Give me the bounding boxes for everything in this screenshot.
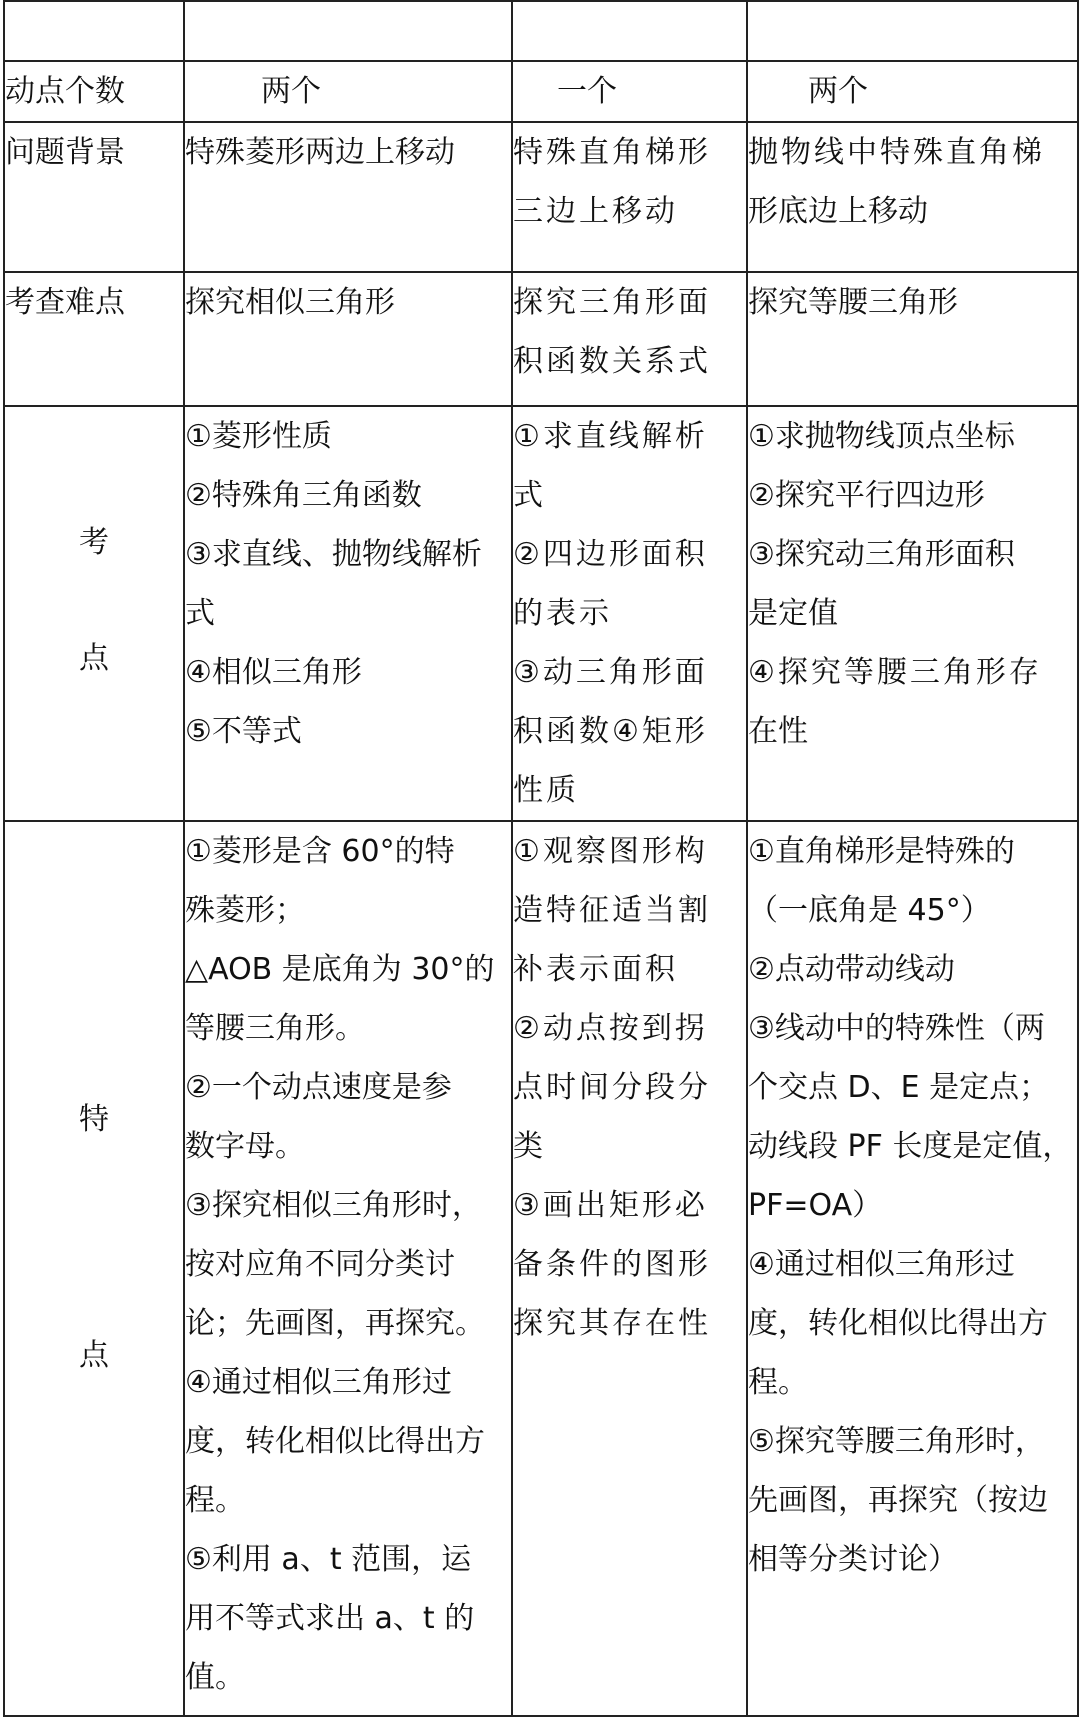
text-line: 类 xyxy=(513,1129,546,1164)
label-char-top: 特 xyxy=(79,1102,109,1137)
header-cell-1 xyxy=(184,1,512,61)
text-line: 论；先画图，再探究。 xyxy=(185,1306,485,1341)
text-line: 形底边上移动 xyxy=(748,194,928,229)
text-line: 用不等式求出 a、t 的 xyxy=(185,1601,475,1636)
text-line: 补表示面积 xyxy=(513,952,678,987)
text-line: 殊菱形； xyxy=(185,893,305,928)
text-line: 式 xyxy=(513,478,546,513)
text-line: ③画出矩形必 xyxy=(513,1188,708,1223)
text-line: 积函数④矩形 xyxy=(513,714,708,749)
text-line: 度，转化相似比得出方 xyxy=(185,1424,485,1459)
text-line: 造特征适当割 xyxy=(513,893,711,928)
count-cell-1 xyxy=(184,61,512,122)
text-line: ②探究平行四边形 xyxy=(748,478,985,513)
text-line: 抛物线中特殊直角梯 xyxy=(748,135,1045,170)
text-line: 度，转化相似比得出方 xyxy=(748,1306,1048,1341)
text-line: 点时间分段分 xyxy=(513,1070,711,1105)
row-features xyxy=(4,821,1078,1716)
text-line: 按对应角不同分类讨 xyxy=(185,1247,455,1282)
text-line: 先画图，再探究（按边 xyxy=(748,1483,1048,1518)
text-line: ①直角梯形是特殊的 xyxy=(748,834,1015,869)
row-label-background xyxy=(4,122,184,272)
row-moving-points-count xyxy=(4,61,1078,122)
text-line: 特殊菱形两边上移动 xyxy=(185,135,455,170)
background-cell-3 xyxy=(747,122,1078,272)
text-line: ①求直线解析 xyxy=(513,419,708,454)
text-line: 在性 xyxy=(748,714,808,749)
row-key-difficulty xyxy=(4,272,1078,406)
count-value-3: 两个 xyxy=(808,74,868,109)
text-line: ②四边形面积 xyxy=(513,537,708,572)
text-line: ①观察图形构 xyxy=(513,834,708,869)
features-cell-2 xyxy=(512,821,747,1716)
text-line: 探究其存在性 xyxy=(513,1306,711,1341)
background-cell-1 xyxy=(184,122,512,272)
text-line: ①菱形是含 60°的特 xyxy=(185,834,455,869)
text-line: ⑤利用 a、t 范围，运 xyxy=(185,1542,472,1577)
features-cell-1 xyxy=(184,821,512,1716)
text-line: ③探究动三角形面积 xyxy=(748,537,1015,572)
text-line: 探究三角形面 xyxy=(513,285,711,320)
text-line: ⑤探究等腰三角形时， xyxy=(748,1424,1045,1459)
difficulty-cell-1 xyxy=(184,272,512,406)
text-line: 个交点 D、E 是定点； xyxy=(748,1070,1050,1105)
count-cell-3 xyxy=(747,61,1078,122)
points-cell-2 xyxy=(512,406,747,821)
text-line: ③动三角形面 xyxy=(513,655,708,690)
label-text: 问题背景 xyxy=(5,135,125,170)
label-char-bottom: 点 xyxy=(79,1338,109,1373)
text-line: 性质 xyxy=(513,773,579,808)
points-cell-3 xyxy=(747,406,1078,821)
label-text: 动点个数 xyxy=(5,74,125,109)
row-label-points xyxy=(4,406,184,821)
text-line: 值。 xyxy=(185,1660,245,1695)
text-line: ②点动带动线动 xyxy=(748,952,955,987)
text-line: 相等分类讨论） xyxy=(748,1542,958,1577)
label-char-top: 考 xyxy=(79,525,109,560)
difficulty-cell-2 xyxy=(512,272,747,406)
text-line: ⑤不等式 xyxy=(185,714,302,749)
row-exam-points xyxy=(4,406,1078,821)
text-line: ③探究相似三角形时， xyxy=(185,1188,482,1223)
points-cell-1 xyxy=(184,406,512,821)
text-line: 探究相似三角形 xyxy=(185,285,395,320)
text-line: 积函数关系式 xyxy=(513,344,711,379)
features-cell-3 xyxy=(747,821,1078,1716)
text-line: ④通过相似三角形过 xyxy=(748,1247,1015,1282)
text-line: ②一个动点速度是参 xyxy=(185,1070,452,1105)
count-cell-2 xyxy=(512,61,747,122)
label-text: 考查难点 xyxy=(5,285,125,320)
row-problem-background xyxy=(4,122,1078,272)
text-line: ②动点按到拐 xyxy=(513,1011,708,1046)
label-char-bottom: 点 xyxy=(79,641,109,676)
comparison-table xyxy=(3,0,1079,1717)
header-cell-0 xyxy=(4,1,184,61)
text-line: 三边上移动 xyxy=(513,194,678,229)
row-label-count xyxy=(4,61,184,122)
background-cell-2 xyxy=(512,122,747,272)
text-line: 数字母。 xyxy=(185,1129,305,1164)
text-line: 特殊直角梯形 xyxy=(513,135,711,170)
text-line: ④相似三角形 xyxy=(185,655,362,690)
text-line: 是定值 xyxy=(748,596,838,631)
text-line: ③线动中的特殊性（两 xyxy=(748,1011,1045,1046)
text-line: ③求直线、抛物线解析 xyxy=(185,537,482,572)
header-cell-2 xyxy=(512,1,747,61)
text-line: △AOB 是底角为 30°的 xyxy=(185,952,495,987)
text-line: ①菱形性质 xyxy=(185,419,332,454)
row-label-difficulty xyxy=(4,272,184,406)
text-line: 式 xyxy=(185,596,215,631)
text-line: ①求抛物线顶点坐标 xyxy=(748,419,1015,454)
text-line: 的表示 xyxy=(513,596,612,631)
difficulty-cell-3 xyxy=(747,272,1078,406)
text-line: 探究等腰三角形 xyxy=(748,285,958,320)
header-row xyxy=(4,1,1078,61)
text-line: ④探究等腰三角形存 xyxy=(748,655,1042,690)
text-line: （一底角是 45°） xyxy=(748,893,991,928)
text-line: ②特殊角三角函数 xyxy=(185,478,422,513)
text-line: ④通过相似三角形过 xyxy=(185,1365,452,1400)
text-line: 动线段 PF 长度是定值， xyxy=(748,1129,1073,1164)
text-line: 程。 xyxy=(748,1365,808,1400)
count-value-2: 一个 xyxy=(557,74,617,109)
text-line: PF=OA） xyxy=(748,1188,883,1223)
text-line: 等腰三角形。 xyxy=(185,1011,365,1046)
text-line: 程。 xyxy=(185,1483,245,1518)
header-cell-3 xyxy=(747,1,1078,61)
text-line: 备条件的图形 xyxy=(513,1247,711,1282)
count-value-1: 两个 xyxy=(261,74,321,109)
row-label-features xyxy=(4,821,184,1716)
